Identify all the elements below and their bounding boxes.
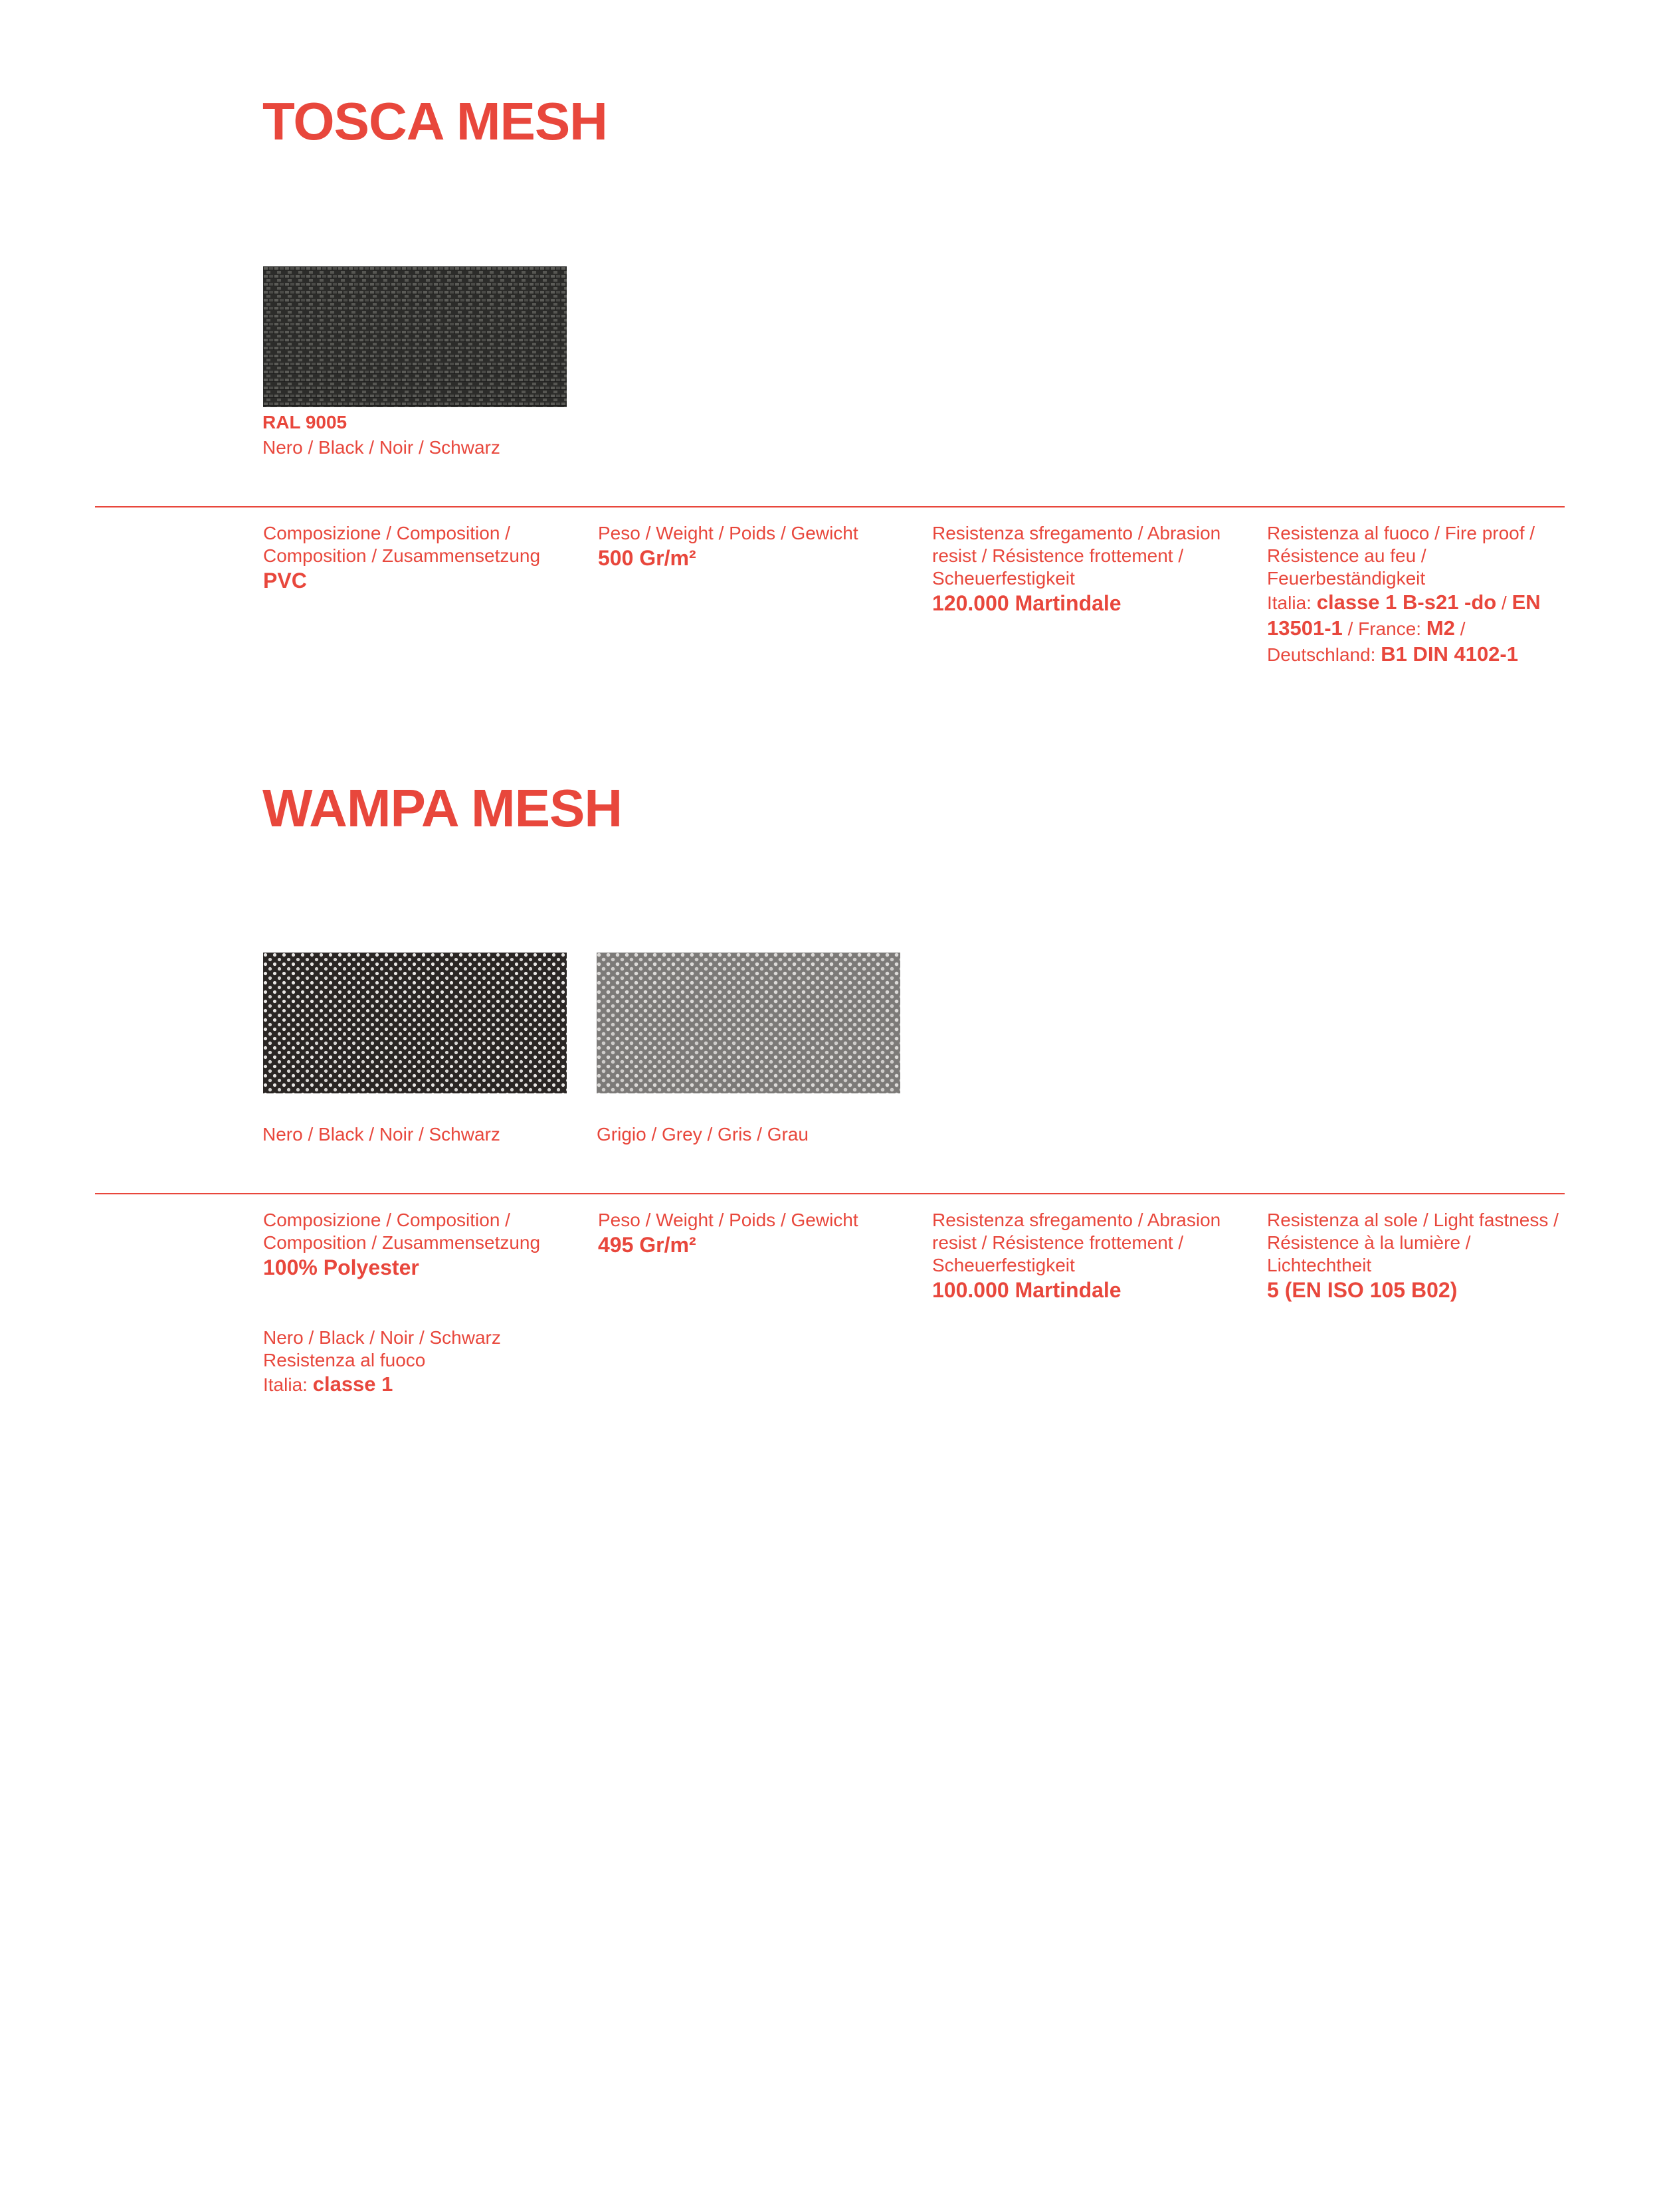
wampa-spec-lightfastness	[1267, 1209, 1573, 1303]
wampa-swatch-grey-name: Grigio / Grey / Gris / Grau	[597, 1124, 809, 1145]
en-value: EN 13501-1	[1267, 591, 1541, 640]
grey-dotted-mesh-icon	[597, 953, 900, 1093]
tosca-swatch-color-name: Nero / Black / Noir / Schwarz	[262, 437, 500, 458]
spec-label: Resistenza sfregamento / Abrasion resist / Résistence frottement / Scheuerfestigkeit	[932, 1210, 1221, 1275]
tosca-spec-weight	[598, 522, 917, 571]
germany-value: B1 DIN 4102-1	[1381, 642, 1518, 666]
spec-value: 120.000 Martindale	[932, 591, 1122, 615]
spec-value: 495 Gr/m²	[598, 1233, 696, 1257]
italy-prefix: Italia:	[1267, 593, 1312, 613]
fire-note-color: Nero / Black / Noir / Schwarz	[263, 1327, 501, 1348]
tosca-spec-abrasion	[932, 522, 1224, 616]
spec-value: 500 Gr/m²	[598, 546, 696, 570]
tosca-title: TOSCA MESH	[262, 92, 607, 151]
tosca-swatch-code: RAL 9005	[262, 412, 347, 432]
spec-label: Resistenza al sole / Light fastness / Résistence à la lumière / Lichtechtheit	[1267, 1210, 1559, 1275]
wampa-spec-composition	[263, 1209, 582, 1281]
separator: /	[1460, 618, 1466, 639]
fire-note-label: Resistenza al fuoco	[263, 1350, 426, 1370]
tosca-spec-fire	[1267, 522, 1573, 668]
fire-ratings	[1267, 590, 1573, 668]
spec-value: 100.000 Martindale	[932, 1278, 1122, 1302]
italy-prefix: Italia:	[263, 1374, 308, 1395]
wampa-title: WAMPA MESH	[262, 779, 623, 838]
spec-value: 5 (EN ISO 105 B02)	[1267, 1278, 1458, 1302]
spec-label: Peso / Weight / Poids / Gewicht	[598, 523, 858, 543]
wampa-spec-weight	[598, 1209, 917, 1258]
wampa-fire-note	[263, 1327, 582, 1398]
italy-value: classe 1	[312, 1372, 393, 1396]
spec-label: Resistenza al fuoco / Fire proof / Résistence au feu / Feuerbeständigkeit	[1267, 523, 1535, 589]
wampa-divider	[95, 1193, 1565, 1194]
tosca-spec-composition	[263, 522, 582, 594]
spec-label: Composizione / Composition / Composition / Zusammensetzung	[263, 523, 541, 566]
france-value: M2	[1426, 616, 1455, 640]
italy-value: classe 1 B-s21 -do	[1316, 591, 1497, 614]
spec-label: Peso / Weight / Poids / Gewicht	[598, 1210, 858, 1230]
spec-label: Composizione / Composition / Composition / Zusammensetzung	[263, 1210, 541, 1253]
separator: /	[1502, 593, 1507, 613]
germany-prefix: Deutschland:	[1267, 644, 1376, 665]
france-prefix: / France:	[1347, 618, 1422, 639]
wampa-spec-abrasion	[932, 1209, 1224, 1303]
wampa-swatch-black-name: Nero / Black / Noir / Schwarz	[262, 1124, 500, 1145]
dark-woven-fabric-icon	[263, 266, 567, 407]
spec-value: PVC	[263, 569, 307, 593]
spec-value: 100% Polyester	[263, 1255, 419, 1279]
fire-note-rating	[263, 1372, 582, 1398]
tosca-swatch-black	[263, 266, 567, 407]
wampa-swatch-black	[263, 953, 567, 1093]
tosca-divider	[95, 506, 1565, 507]
spec-label: Resistenza sfregamento / Abrasion resist / Résistence frottement / Scheuerfestigkeit	[932, 523, 1221, 589]
wampa-swatch-grey	[597, 953, 900, 1093]
black-dotted-mesh-icon	[263, 953, 567, 1093]
